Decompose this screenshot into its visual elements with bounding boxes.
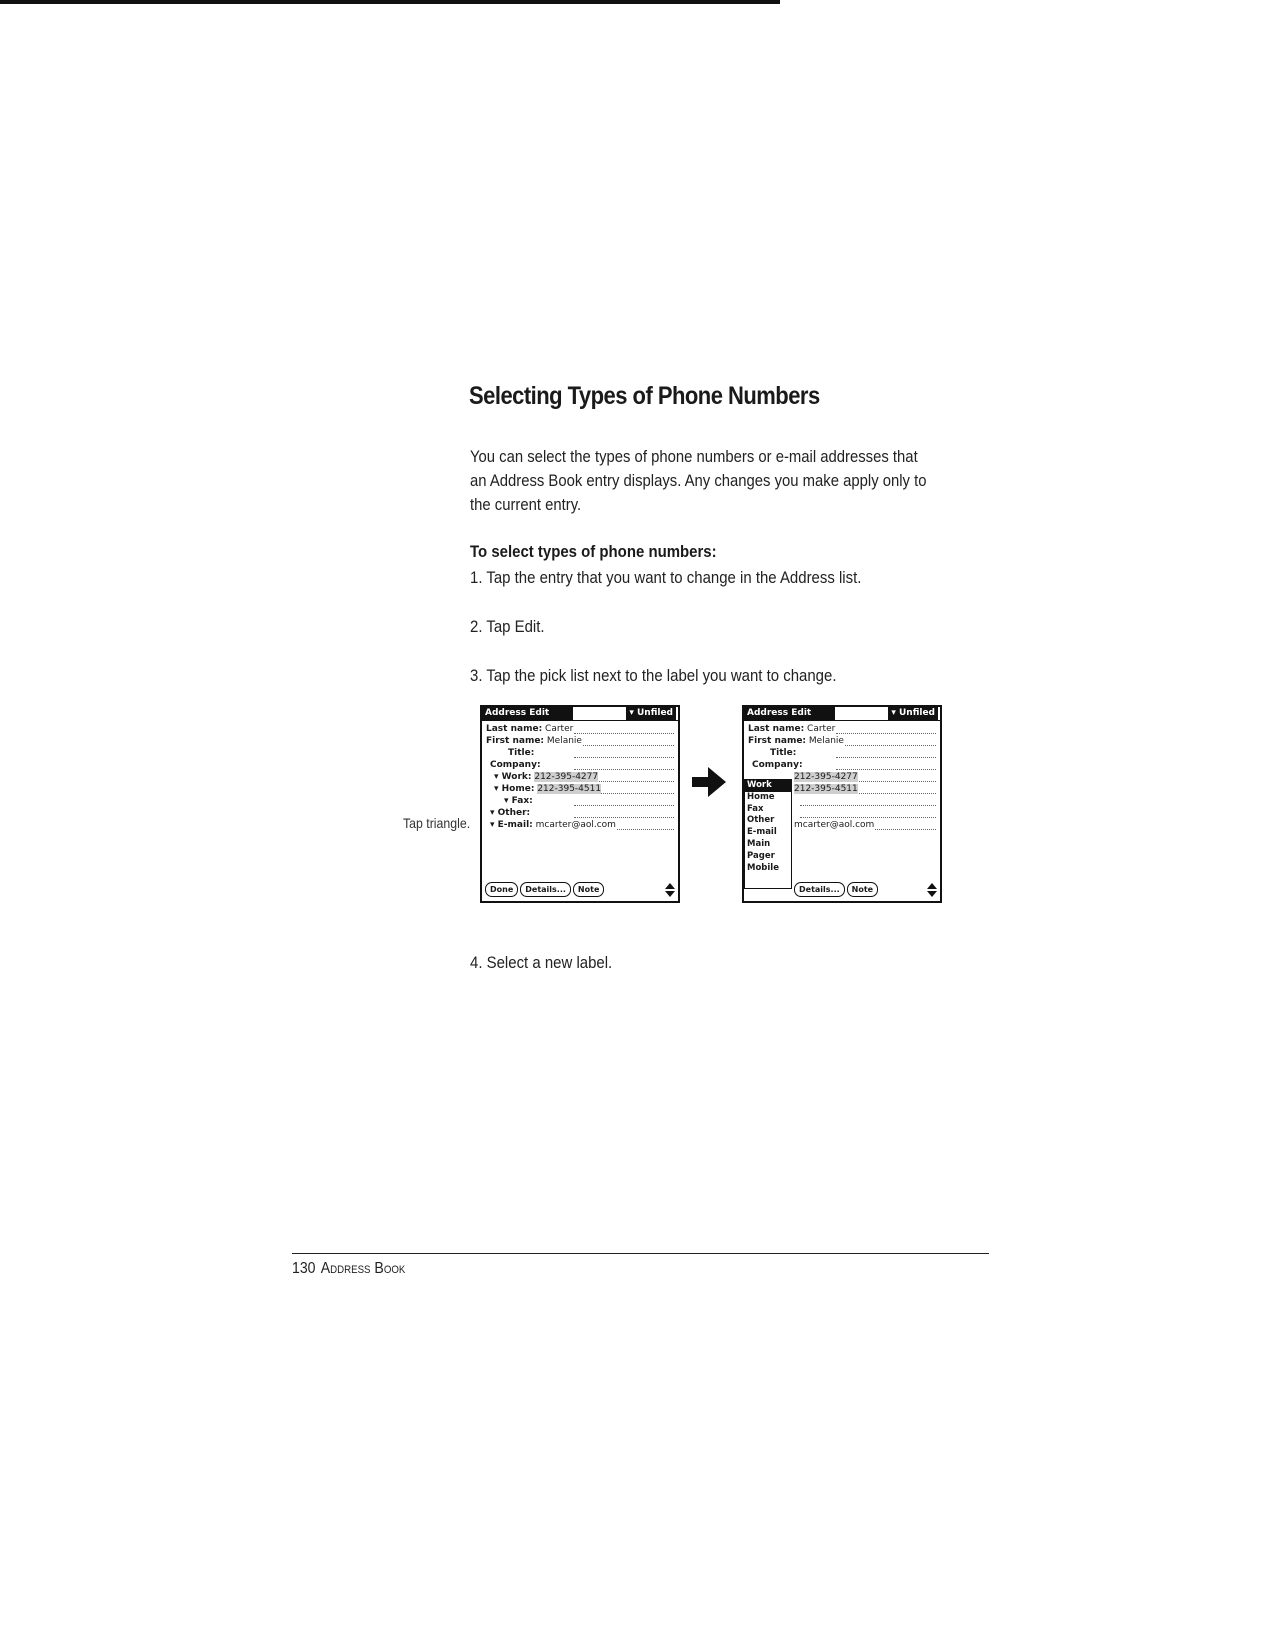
pick-list-item[interactable]: Mobile: [747, 862, 779, 873]
field-first-name[interactable]: [748, 736, 936, 747]
pick-list-item[interactable]: Work: [745, 780, 791, 792]
field-company[interactable]: [490, 760, 674, 771]
details-button[interactable]: Details...: [794, 882, 845, 897]
field-label[interactable]: ▾ Other:: [490, 808, 531, 818]
palm-button-row: [794, 882, 880, 898]
palm-button-row: [485, 882, 606, 898]
step-2: 2. Tap Edit.: [470, 617, 545, 636]
field-value: 212-395-4277: [534, 772, 599, 782]
field-label[interactable]: ▾ Fax:: [504, 796, 533, 806]
field-value: Melanie: [546, 736, 582, 746]
procedure-heading: To select types of phone numbers:: [470, 542, 717, 561]
pick-list-item[interactable]: Home: [747, 791, 775, 802]
title-underline: [744, 720, 940, 721]
pick-list-item[interactable]: Pager: [747, 850, 775, 861]
palm-title-bar: [744, 707, 940, 722]
field-value: Carter: [545, 724, 574, 734]
field-last-name[interactable]: [748, 724, 936, 735]
field-title[interactable]: [508, 748, 674, 759]
palm-category[interactable]: ▾ Unfiled: [626, 707, 676, 720]
field-value: mcarter@aol.com: [535, 820, 616, 830]
tap-triangle-callout: Tap triangle.: [403, 815, 471, 831]
label-pick-list[interactable]: [744, 779, 792, 889]
field-value: 212-395-4277: [794, 772, 858, 782]
pick-list-item[interactable]: Other: [747, 815, 775, 826]
palm-app-title: Address Edit: [744, 707, 835, 720]
page-footer: [292, 1260, 405, 1278]
field-label: Company:: [752, 760, 803, 770]
pick-list-item[interactable]: Main: [747, 838, 771, 849]
field-value: Carter: [807, 724, 836, 734]
note-button[interactable]: Note: [847, 882, 878, 897]
field-label: Last name:: [486, 724, 543, 734]
scroll-arrows-icon[interactable]: [665, 883, 675, 897]
footer-rule: [292, 1253, 989, 1254]
palm-title-bar: [482, 707, 678, 722]
done-button[interactable]: Done: [485, 882, 518, 897]
field-other[interactable]: [490, 808, 674, 819]
note-button[interactable]: Note: [573, 882, 604, 897]
field-last-name[interactable]: [486, 724, 674, 735]
section-heading: Selecting Types of Phone Numbers: [469, 382, 820, 410]
title-underline: [482, 720, 678, 721]
step-3: 3. Tap the pick list next to the label you want to change.: [470, 666, 837, 685]
field-email[interactable]: [490, 820, 674, 831]
field-first-name[interactable]: [486, 736, 674, 747]
intro-paragraph: You can select the types of phone numbers or e-mail addresses that an Address Book entry displays. Any changes you make apply only to the current entry.: [470, 448, 927, 514]
right-arrow-icon: [690, 765, 728, 799]
field-work[interactable]: [794, 772, 936, 783]
top-rule: [0, 0, 780, 4]
field-label: First name:: [486, 736, 545, 746]
palm-category[interactable]: ▾ Unfiled: [888, 707, 938, 720]
field-label[interactable]: ▾ Home:: [494, 784, 535, 794]
screenshot-before: [480, 705, 680, 903]
section-name: Address Book: [320, 1260, 406, 1277]
step-4: 4. Select a new label.: [470, 953, 613, 972]
step-1: 1. Tap the entry that you want to change in the Address list.: [470, 568, 862, 587]
field-work[interactable]: [494, 772, 674, 783]
page-number: 130: [292, 1260, 316, 1277]
field-label: Title:: [508, 748, 535, 758]
field-home[interactable]: [794, 784, 936, 795]
palm-app-title: Address Edit: [482, 707, 573, 720]
field-other[interactable]: [794, 808, 936, 819]
field-company[interactable]: [752, 760, 936, 771]
field-label[interactable]: ▾ Work:: [494, 772, 532, 782]
screenshot-after: [742, 705, 942, 903]
field-email[interactable]: [794, 820, 936, 831]
field-home[interactable]: [494, 784, 674, 795]
field-fax[interactable]: [794, 796, 936, 807]
field-label: Last name:: [748, 724, 805, 734]
field-label: Company:: [490, 760, 541, 770]
field-fax[interactable]: [504, 796, 674, 807]
field-value: mcarter@aol.com: [794, 820, 875, 830]
pick-list-item[interactable]: Fax: [747, 803, 764, 814]
field-value: 212-395-4511: [537, 784, 602, 794]
field-title[interactable]: [770, 748, 936, 759]
field-value: Melanie: [808, 736, 844, 746]
field-label: First name:: [748, 736, 807, 746]
field-label: Title:: [770, 748, 797, 758]
scroll-arrows-icon[interactable]: [927, 883, 937, 897]
field-value: 212-395-4511: [794, 784, 858, 794]
field-label[interactable]: ▾ E-mail:: [490, 820, 533, 830]
details-button[interactable]: Details...: [520, 882, 571, 897]
pick-list-item[interactable]: E-mail: [747, 827, 777, 838]
